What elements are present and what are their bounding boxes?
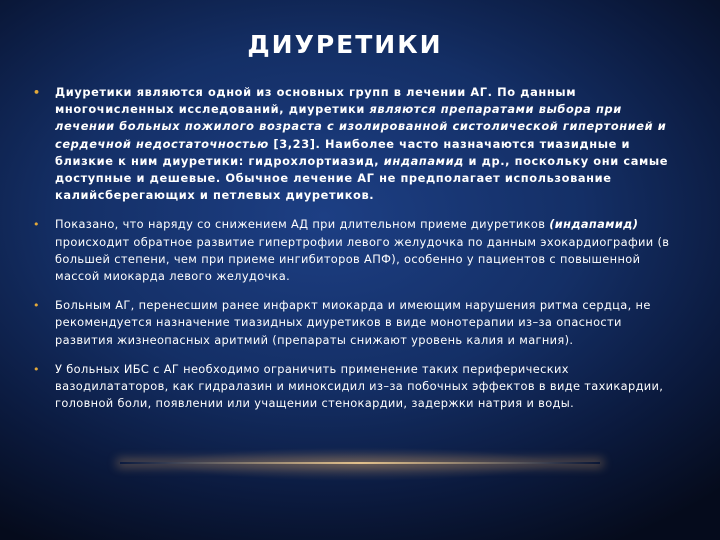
bullet-item-1 — [33, 84, 673, 204]
bullet-marker: • — [33, 299, 40, 313]
bullet-list — [33, 84, 673, 424]
text-segment: происходит обратное развитие гипертрофии левого желудочка по данным эхокардиографии (в большей степени, чем при приеме ингибиторов АПФ), особенно у пациентов с повышенной массой миокарда левого желудочка. — [55, 234, 670, 284]
text-segment-emphasis: являются препаратами выбора при лечении больных пожилого возраста с изолированной систолической гипертонией и сердечной недостаточностью — [55, 102, 667, 151]
bullet-text-4: У больных ИБС с АГ необходимо ограничить применение таких периферических вазодилататоров, как гидралазин и миноксидил из–за побочных эффектов в виде тахикардии, головной боли, появлении или учащении стенокардии, задержки натрия и воды. — [55, 361, 664, 411]
bullet-marker: • — [33, 218, 40, 232]
bullet-text-1 — [55, 85, 668, 202]
bullet-item-3 — [33, 297, 673, 349]
text-segment-emphasis: (индапамид) — [549, 217, 639, 232]
text-segment-emphasis: индапамид — [383, 153, 464, 168]
decorative-glow-halo — [80, 440, 640, 500]
slide-title: ДИУРЕТИКИ — [247, 30, 443, 59]
bullet-text-2 — [55, 217, 669, 283]
bullet-marker: • — [33, 86, 41, 99]
text-segment: и др., поскольку они самые доступные и дешевые. Обычное лечение АГ не предполагает использование калийсберегающих и петлевых диуретиков. — [55, 153, 669, 203]
bullet-marker: • — [33, 362, 40, 376]
bullet-item-2 — [33, 216, 673, 285]
bullet-text-3: Больным АГ, перенесшим ранее инфаркт миокарда и имеющим нарушения ритма сердца, не рекомендуется назначение тиазидных диуретиков в виде монотерапии из–за опасности развития жизнеопасных аритмий (препараты снижают уровень калия и магния). — [55, 298, 651, 347]
text-segment: Показано, что наряду со снижением АД при длительном приеме диуретиков — [55, 217, 550, 232]
text-segment: [3,23]. Наиболее часто назначаются тиазидные и близкие к ним диуретики: гидрохлортиазид, — [55, 136, 631, 168]
bullet-item-4 — [33, 361, 673, 413]
text-segment: Диуретики являются одной из основных групп в лечении АГ. По данным многочисленных исследований, диуретики — [55, 85, 577, 117]
decorative-glow-line — [120, 462, 600, 464]
